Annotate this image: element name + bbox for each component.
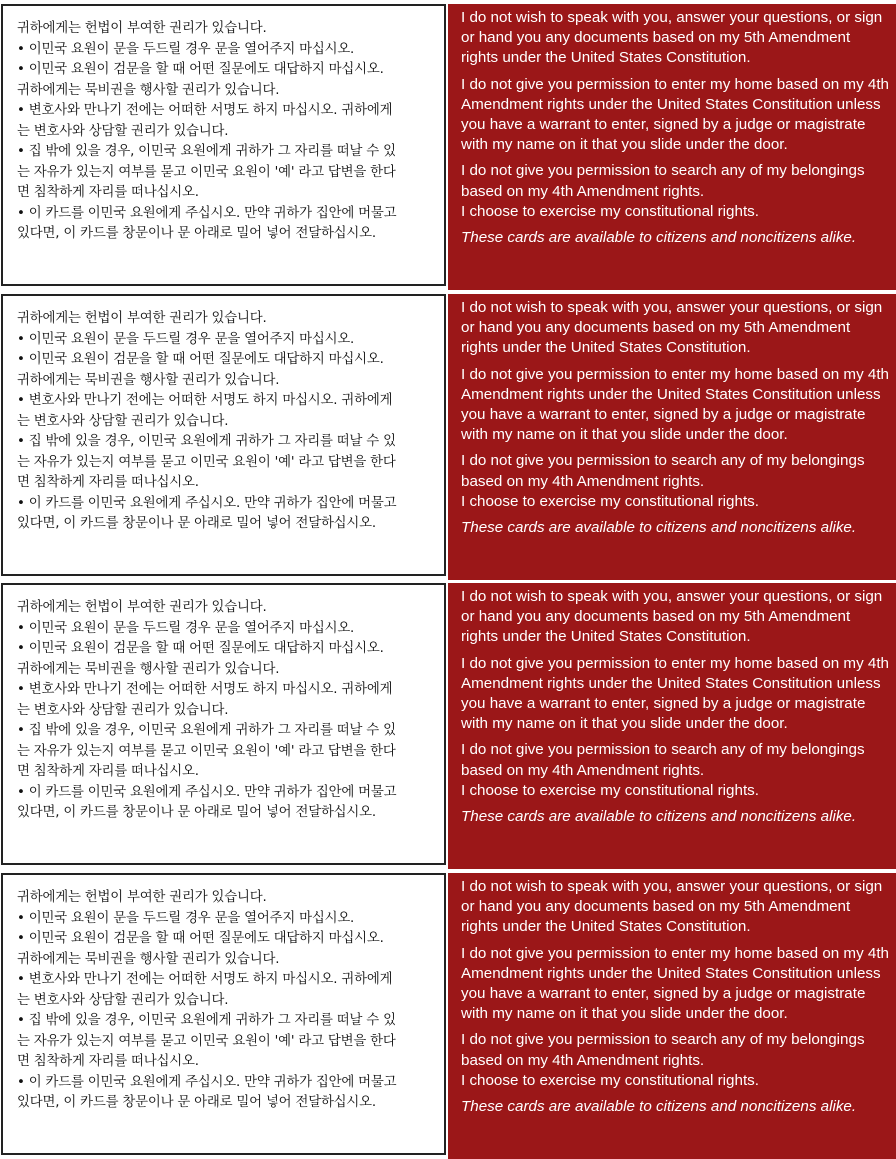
korean-line: 는 변호사와 상담할 권리가 있습니다. xyxy=(17,702,229,718)
korean-line: 면 침착하게 자리를 떠나십시오. xyxy=(17,185,199,200)
english-paragraph: I choose to exercise my constitutional rights. xyxy=(461,781,759,799)
korean-line: 있다면, 이 카드를 창문이나 문 아래로 밀어 넣어 전달하십시오. xyxy=(17,516,376,531)
korean-line: • 이민국 요원이 문을 두드릴 경우 문을 열어주지 마십시오. xyxy=(17,620,355,636)
korean-line: 는 자유가 있는지 여부를 묻고 이민국 요원이 '예' 라고 답변을 한다 xyxy=(17,1033,396,1049)
english-paragraph: I choose to exercise my constitutional rights. xyxy=(461,492,759,510)
rights-card-1 xyxy=(0,4,896,290)
availability-note: These cards are available to citizens and noncitizens alike. xyxy=(461,519,857,537)
korean-line: • 변호사와 만나기 전에는 어떠한 서명도 하지 마십시오. 귀하에게 xyxy=(17,682,393,697)
english-side xyxy=(448,583,896,869)
korean-line: 귀하에게는 묵비권을 행사할 권리가 있습니다. xyxy=(17,951,280,967)
english-paragraph: I do not wish to speak with you, answer your questions, or sign or hand you any documents based on my 5th Amendment rights under the United States Constitution. xyxy=(461,588,883,646)
korean-line: 있다면, 이 카드를 창문이나 문 아래로 밀어 넣어 전달하십시오. xyxy=(17,1095,376,1110)
english-paragraph: I do not give you permission to search any of my belongings based on my 4th Amendment rights. xyxy=(461,452,865,490)
english-side xyxy=(448,294,896,580)
korean-line: • 변호사와 만나기 전에는 어떠한 서명도 하지 마십시오. 귀하에게 xyxy=(17,393,393,408)
korean-line: • 집 밖에 있을 경우, 이민국 요원에게 귀하가 그 자리를 떠날 수 있 xyxy=(17,434,396,449)
korean-line: 귀하에게는 묵비권을 행사할 권리가 있습니다. xyxy=(17,82,280,98)
korean-line: 면 침착하게 자리를 떠나십시오. xyxy=(17,475,199,490)
korean-line: 귀하에게는 헌법이 부여한 권리가 있습니다. xyxy=(17,21,267,36)
korean-line: 면 침착하게 자리를 떠나십시오. xyxy=(17,1054,199,1069)
rights-card-3 xyxy=(0,583,896,869)
english-side xyxy=(448,873,896,1159)
korean-side xyxy=(1,4,446,286)
korean-line: • 이 카드를 이민국 요원에게 주십시오. 만약 귀하가 집안에 머물고 xyxy=(17,1074,397,1090)
english-paragraph: I do not give you permission to search any of my belongings based on my 4th Amendment rights. xyxy=(461,741,865,779)
english-paragraph: I do not give you permission to search any of my belongings based on my 4th Amendment rights. xyxy=(461,162,865,200)
korean-line: 있다면, 이 카드를 창문이나 문 아래로 밀어 넣어 전달하십시오. xyxy=(17,226,376,241)
korean-line: • 이 카드를 이민국 요원에게 주십시오. 만약 귀하가 집안에 머물고 xyxy=(17,495,397,511)
korean-line: • 이민국 요원이 검문을 할 때 어떤 질문에도 대답하지 마십시오. xyxy=(17,931,384,946)
english-paragraph: I choose to exercise my constitutional rights. xyxy=(461,202,759,220)
english-paragraph: I do not give you permission to enter my home based on my 4th Amendment rights under the United States Constitution unless you have a warrant to enter, signed by a judge or magistrate with my name on it that you slide under the door. xyxy=(461,75,890,154)
korean-line: • 이민국 요원이 검문을 할 때 어떤 질문에도 대답하지 마십시오. xyxy=(17,62,384,77)
rights-card-4 xyxy=(0,873,896,1159)
korean-line: 는 자유가 있는지 여부를 묻고 이민국 요원이 '예' 라고 답변을 한다 xyxy=(17,164,396,180)
english-paragraph: I do not wish to speak with you, answer your questions, or sign or hand you any documents based on my 5th Amendment rights under the United States Constitution. xyxy=(461,299,883,357)
korean-line: 있다면, 이 카드를 창문이나 문 아래로 밀어 넣어 전달하십시오. xyxy=(17,805,376,820)
korean-side xyxy=(1,873,446,1155)
availability-note: These cards are available to citizens and noncitizens alike. xyxy=(461,808,857,826)
korean-side xyxy=(1,294,446,576)
korean-line: • 변호사와 만나기 전에는 어떠한 서명도 하지 마십시오. 귀하에게 xyxy=(17,972,393,987)
korean-line: • 이 카드를 이민국 요원에게 주십시오. 만약 귀하가 집안에 머물고 xyxy=(17,205,397,221)
korean-line: 는 변호사와 상담할 권리가 있습니다. xyxy=(17,413,229,429)
korean-line: 귀하에게는 헌법이 부여한 권리가 있습니다. xyxy=(17,600,267,615)
korean-line: 면 침착하게 자리를 떠나십시오. xyxy=(17,764,199,779)
korean-line: • 집 밖에 있을 경우, 이민국 요원에게 귀하가 그 자리를 떠날 수 있 xyxy=(17,723,396,738)
korean-line: 귀하에게는 묵비권을 행사할 권리가 있습니다. xyxy=(17,372,280,388)
korean-line: • 이 카드를 이민국 요원에게 주십시오. 만약 귀하가 집안에 머물고 xyxy=(17,784,397,800)
korean-line: 귀하에게는 헌법이 부여한 권리가 있습니다. xyxy=(17,890,267,905)
korean-line: • 집 밖에 있을 경우, 이민국 요원에게 귀하가 그 자리를 떠날 수 있 xyxy=(17,144,396,159)
korean-line: 는 변호사와 상담할 권리가 있습니다. xyxy=(17,123,229,139)
korean-line: • 이민국 요원이 문을 두드릴 경우 문을 열어주지 마십시오. xyxy=(17,910,355,926)
korean-line: 는 자유가 있는지 여부를 묻고 이민국 요원이 '예' 라고 답변을 한다 xyxy=(17,743,396,759)
korean-line: • 집 밖에 있을 경우, 이민국 요원에게 귀하가 그 자리를 떠날 수 있 xyxy=(17,1013,396,1028)
korean-line: 는 변호사와 상담할 권리가 있습니다. xyxy=(17,992,229,1008)
korean-line: 귀하에게는 헌법이 부여한 권리가 있습니다. xyxy=(17,311,267,326)
korean-line: • 이민국 요원이 검문을 할 때 어떤 질문에도 대답하지 마십시오. xyxy=(17,352,384,367)
availability-note: These cards are available to citizens and noncitizens alike. xyxy=(461,1098,857,1116)
english-paragraph: I do not give you permission to enter my home based on my 4th Amendment rights under the United States Constitution unless you have a warrant to enter, signed by a judge or magistrate with my name on it that you slide under the door. xyxy=(461,944,890,1023)
english-paragraph: I choose to exercise my constitutional rights. xyxy=(461,1071,759,1089)
korean-line: • 변호사와 만나기 전에는 어떠한 서명도 하지 마십시오. 귀하에게 xyxy=(17,103,393,118)
english-paragraph: I do not wish to speak with you, answer your questions, or sign or hand you any documents based on my 5th Amendment rights under the United States Constitution. xyxy=(461,878,883,936)
english-paragraph: I do not wish to speak with you, answer your questions, or sign or hand you any documents based on my 5th Amendment rights under the United States Constitution. xyxy=(461,9,883,67)
english-paragraph: I do not give you permission to search any of my belongings based on my 4th Amendment rights. xyxy=(461,1031,865,1069)
korean-line: 귀하에게는 묵비권을 행사할 권리가 있습니다. xyxy=(17,661,280,677)
availability-note: These cards are available to citizens and noncitizens alike. xyxy=(461,229,857,247)
korean-line: • 이민국 요원이 문을 두드릴 경우 문을 열어주지 마십시오. xyxy=(17,41,355,57)
english-paragraph: I do not give you permission to enter my home based on my 4th Amendment rights under the United States Constitution unless you have a warrant to enter, signed by a judge or magistrate with my name on it that you slide under the door. xyxy=(461,365,890,444)
english-side xyxy=(448,4,896,290)
english-paragraph: I do not give you permission to enter my home based on my 4th Amendment rights under the United States Constitution unless you have a warrant to enter, signed by a judge or magistrate with my name on it that you slide under the door. xyxy=(461,654,890,733)
korean-line: 는 자유가 있는지 여부를 묻고 이민국 요원이 '예' 라고 답변을 한다 xyxy=(17,454,396,470)
korean-side xyxy=(1,583,446,865)
rights-card-2 xyxy=(0,294,896,580)
korean-line: • 이민국 요원이 문을 두드릴 경우 문을 열어주지 마십시오. xyxy=(17,331,355,347)
korean-line: • 이민국 요원이 검문을 할 때 어떤 질문에도 대답하지 마십시오. xyxy=(17,641,384,656)
